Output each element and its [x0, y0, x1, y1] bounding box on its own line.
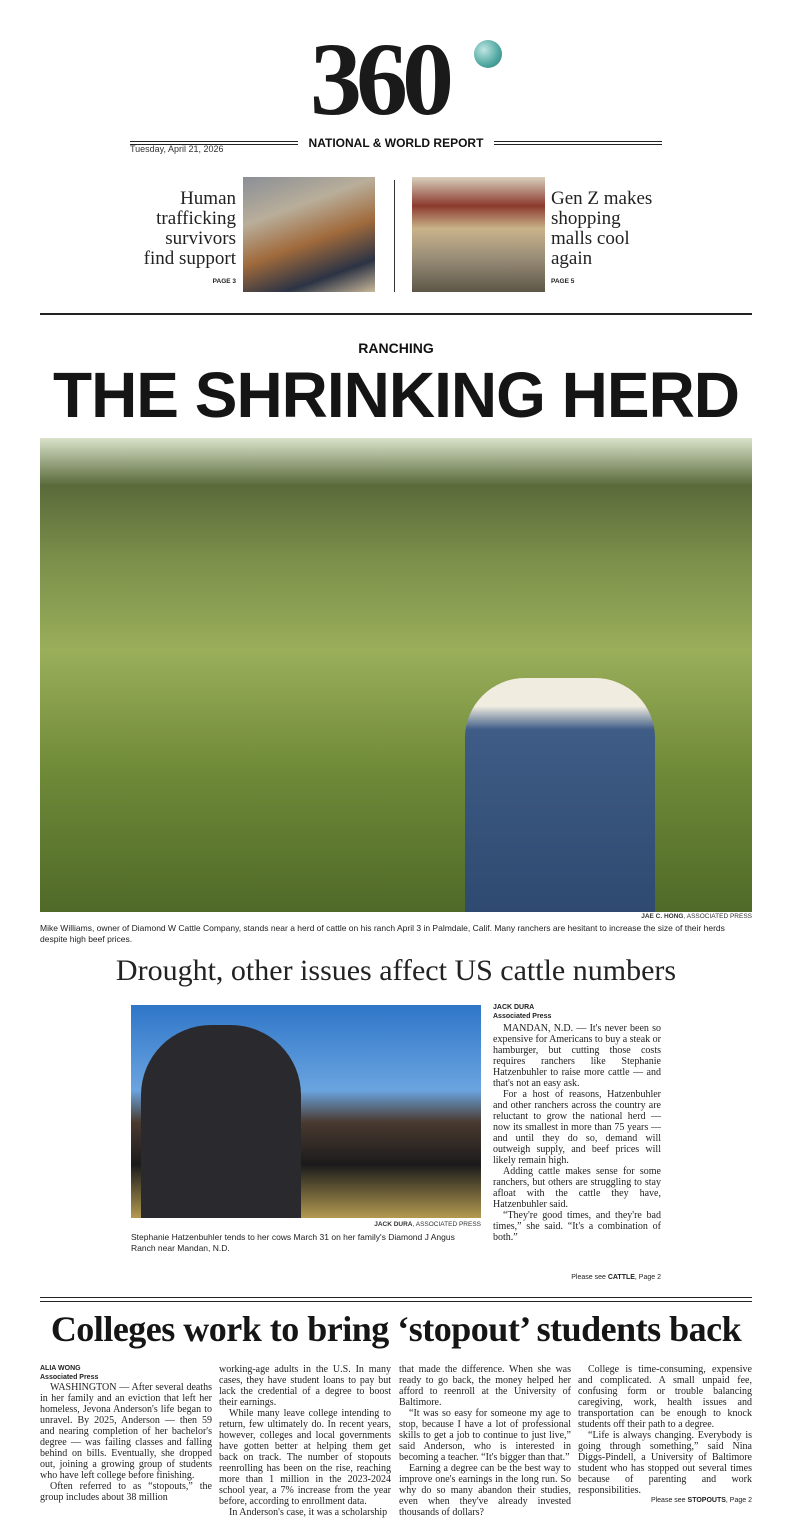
photo-caption: Stephanie Hatzenbuhler tends to her cows March 31 on her family's Diamond J Angus Ranch near Mandan, N.D.: [131, 1232, 455, 1253]
paragraph: “It was so easy for someone my age to stop, because I have a lot of professional skills to get a job to continue to just live,” said Anderson, who is interested in becoming a teacher. “It's bigger than that.”: [399, 1408, 571, 1463]
lead-subhead[interactable]: Drought, other issues affect US cattle numbers: [115, 954, 677, 987]
photo-caption: Mike Williams, owner of Diamond W Cattle Company, stands near a herd of cattle on his ranch April 3 in Palmdale, Calif. Many ranchers are hesitant to increase the size of their herds despite high beef prices.: [40, 923, 725, 944]
rule: [40, 1297, 752, 1302]
column-4: [578, 1364, 752, 1496]
agency: Associated Press: [493, 1013, 552, 1020]
photo-credit: JACK DURA, ASSOCIATED PRESS: [374, 1221, 481, 1228]
section-name: NATIONAL & WORLD REPORT: [308, 136, 484, 150]
lead-headline[interactable]: THE SHRINKING HERD: [52, 359, 740, 431]
teaser-1[interactable]: [130, 189, 236, 292]
paragraph: “Life is always changing. Everybody is going through something,” said Nina Diggs-Pindell, a University of Baltimore student who has stopped out several times because of parenting and work responsibilities.: [578, 1430, 752, 1496]
rule: [40, 313, 752, 315]
teaser-headline[interactable]: Human trafficking survivors find support: [143, 188, 236, 269]
jump-link[interactable]: Please see CATTLE, Page 2: [571, 1274, 661, 1281]
teaser-2[interactable]: [551, 189, 663, 292]
teaser-photo-1[interactable]: [243, 177, 375, 292]
teaser-page: PAGE 5: [551, 278, 575, 285]
cattle-photo[interactable]: [131, 1005, 481, 1218]
issue-date: Tuesday, April 21, 2026: [130, 144, 224, 154]
paragraph: Earning a degree can be the best way to improve one's earnings in the long run. So why do so many abandon their studies, even when they've already invested thousands of dollars?: [399, 1463, 571, 1518]
kicker: RANCHING: [358, 340, 434, 356]
photo-credit: JAE C. HONG, ASSOCIATED PRESS: [641, 913, 752, 920]
paragraph: MANDAN, N.D. — It's never been so expensive for Americans to buy a steak or hamburger, but cutting those costs requires ranchers like Stephanie Hatzenbuhler to raise more cattle — and that's not an easy ask.: [493, 1023, 662, 1089]
column-2: [219, 1364, 391, 1518]
cattle-story: [493, 1003, 661, 1243]
rancher-figure: [141, 1025, 301, 1218]
paragraph: While many leave college intending to return, few ultimately do. In recent years, however, colleges and local governments have gotten better at helping them get back on track. The number of stopouts reenrolling has been on the rise, reaching more than 1 million in the 2023-2024 school year, a 7% increase from the year before, according to enrollment data.: [219, 1408, 391, 1507]
teaser-headline[interactable]: Gen Z makes shopping malls cool again: [551, 188, 653, 269]
lead-photo[interactable]: [40, 438, 752, 912]
teaser-page: PAGE 3: [212, 278, 236, 285]
rule: [494, 141, 662, 145]
paragraph: College is time-consuming, expensive and complicated. A small unpaid fee, confusing form or trouble balancing caregiving, work, health issues and transportation can be enough to knock students off their path to a degree.: [578, 1364, 752, 1430]
paragraph: WASHINGTON — After several deaths in her family and an eviction that left her homeless, Jevona Anderson's life began to unravel. By 2025, Anderson — then 59 and nearing completion of her bachelor's degree — was failing classes and falling behind on bills. Eventually, she dropped out, joining a growing group of students who have left college before finishing.: [40, 1382, 212, 1481]
paragraph: that made the difference. When she was ready to go back, the money helped her afford to reenroll at the University of Baltimore.: [399, 1364, 571, 1408]
masthead-logo: 360: [310, 22, 448, 137]
globe-icon: [474, 40, 502, 68]
author: ALIA WONG: [40, 1365, 81, 1372]
column-3: [399, 1364, 571, 1518]
rancher-figure: [465, 678, 655, 912]
paragraph: In Anderson's case, it was a scholarship: [229, 1507, 388, 1518]
author: JACK DURA: [493, 1004, 535, 1011]
paragraph: Often referred to as “stopouts,” the group includes about 38 million: [40, 1481, 212, 1503]
paragraph: For a host of reasons, Hatzenbuhler and other ranchers across the country are reluctant to grow the national herd — now its smallest in more than 75 years — and until they do so, demand will outweigh supply, and beef prices will likely remain high.: [493, 1089, 661, 1166]
divider: [394, 180, 395, 292]
paragraph: working-age adults in the U.S. In many cases, they have student loans to pay but lack the credential of a degree to boost their earnings.: [219, 1364, 391, 1408]
paragraph: “They're good times, and they're bad times,” she said. “It's a combination of both.”: [493, 1210, 661, 1243]
jump-link[interactable]: Please see STOPOUTS, Page 2: [650, 1497, 752, 1504]
teaser-photo-2[interactable]: [412, 177, 545, 292]
column-1: [40, 1364, 212, 1503]
second-headline[interactable]: Colleges work to bring ‘stopout’ students back: [50, 1309, 742, 1349]
paragraph: Adding cattle makes sense for some ranchers, but others are struggling to stay afloat with the cattle they have, Hatzenbuhler said.: [493, 1166, 661, 1210]
agency: Associated Press: [40, 1374, 99, 1381]
